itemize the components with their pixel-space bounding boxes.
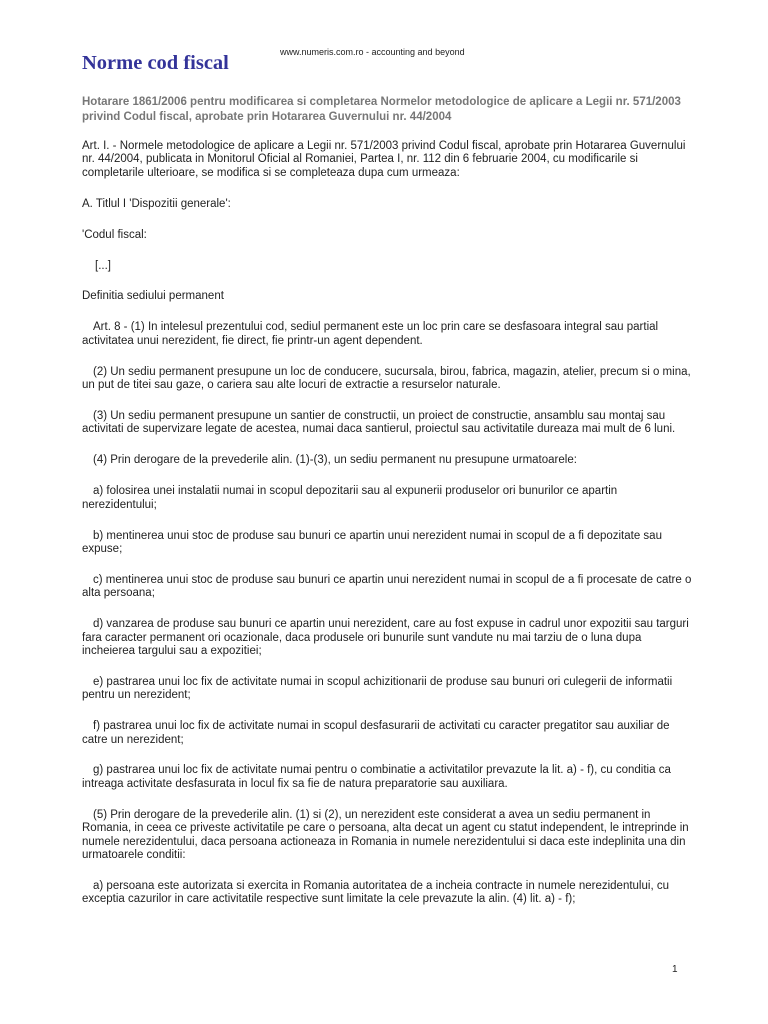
list-item-a: a) folosirea unei instalatii numai in scopul depozitarii sau al expunerii produselor ori bunurilor ce apartin nerezidentului; bbox=[82, 485, 618, 511]
document-body bbox=[82, 140, 692, 924]
list-item-5a: a) persoana este autorizata si exercita in Romania autoritatea de a incheia contracte in numele nerezidentului, cu exceptia cazurilor in care activitatile respective sunt limitate la cele prevazute la alin. (4) lit. a) - f); bbox=[82, 879, 669, 906]
list-item-c: c) mentinerea unui stoc de produse sau bunuri ce apartin unui nerezident numai in scopul de a fi procesate de catre o alta persoana; bbox=[82, 573, 692, 600]
paragraph-art-8-5: (5) Prin derogare de la prevederile alin. (1) si (2), un nerezident este considerat a avea un sediu permanent in Romania, in ceea ce priveste activitatile pe care o persoana, alta decat un agent cu statut independent, le intreprinde in numele nerezidentului, daca persoana actioneaza in Romania in numele nerezidentului si daca este indeplinita una din urmatoarele conditii: bbox=[82, 808, 689, 861]
section-heading: Definitia sediului permanent bbox=[82, 290, 224, 303]
list-item-d: d) vanzarea de produse sau bunuri ce apartin unui nerezident, care au fost expuse in cadrul unor expozitii sau targuri fara caracter permanent ori ocazionale, daca produsele ori bunurile sunt vandute nu mai tarziu de o luna dupa incheierea targului sau a expozitiei; bbox=[82, 618, 689, 657]
list-item-e: e) pastrarea unui loc fix de activitate numai in scopul achizitionarii de produse sau bunuri ori culegerii de informatii pentru un nerezident; bbox=[82, 675, 673, 702]
list-item-f: f) pastrarea unui loc fix de activitate numai in scopul desfasurarii de activitati cu caracter pregatitor sau auxiliar de catre un nerezident; bbox=[82, 720, 670, 746]
paragraph-art-8-4: (4) Prin derogare de la prevederile alin. (1)-(3), un sediu permanent nu presupune urmatoarele: bbox=[93, 454, 577, 467]
paragraph-codul-fiscal: 'Codul fiscal: bbox=[82, 228, 147, 241]
paragraph-art-1: Art. I. - Normele metodologice de aplicare a Legii nr. 571/2003 privind Codul fiscal, aprobate prin Hotararea Guvernului nr. 44/2004, publicata in Monitorul Oficial al Romaniei, Partea I, nr. 112 din 6 februarie 2004, cu modificarile si completarile ulterioare, se modifica si se completeaza dupa cum urmeaza: bbox=[82, 140, 686, 179]
paragraph-titlul-1: A. Titlul I 'Dispozitii generale': bbox=[82, 197, 231, 210]
list-item-b: b) mentinerea unui stoc de produse sau bunuri ce apartin unui nerezident numai in scopul de a fi depozitate sau expuse; bbox=[82, 529, 662, 555]
paragraph-ellipsis: [...] bbox=[95, 259, 111, 272]
document-title: Norme cod fiscal bbox=[82, 52, 229, 74]
paragraph-art-8-1: Art. 8 - (1) In intelesul prezentului cod, sediul permanent este un loc prin care se desfasoara integral sau partial activitatea unui nerezident, fie direct, fie printr-un agent dependent. bbox=[82, 321, 659, 347]
site-tagline: www.numeris.com.ro - accounting and beyond bbox=[280, 47, 465, 57]
paragraph-art-8-2: (2) Un sediu permanent presupune un loc de conducere, sucursala, birou, fabrica, magazin, atelier, precum si o mina, un put de titei sau gaze, o cariera sau alte locuri de extractie a resurselor naturale. bbox=[82, 365, 691, 392]
document-subtitle: Hotarare 1861/2006 pentru modificarea si completarea Normelor metodologice de aplicare a Legii nr. 571/2003 privind Codul fiscal, aprobate prin Hotararea Guvernului nr. 44/2004 bbox=[82, 96, 681, 123]
page-number: 1 bbox=[672, 964, 678, 975]
list-item-g: g) pastrarea unui loc fix de activitate numai pentru o combinatie a activitatilor prevazute la lit. a) - f), cu conditia ca intreaga activitate desfasurata in locul fix sa fie de natura preparatorie sau auxiliara. bbox=[82, 764, 671, 790]
paragraph-art-8-3: (3) Un sediu permanent presupune un santier de constructii, un proiect de constructie, ansamblu sau montaj sau activitati de supervizare legate de acestea, numai daca santierul, proiectul sau activitatile dureaza mai mult de 6 luni. bbox=[82, 409, 676, 436]
